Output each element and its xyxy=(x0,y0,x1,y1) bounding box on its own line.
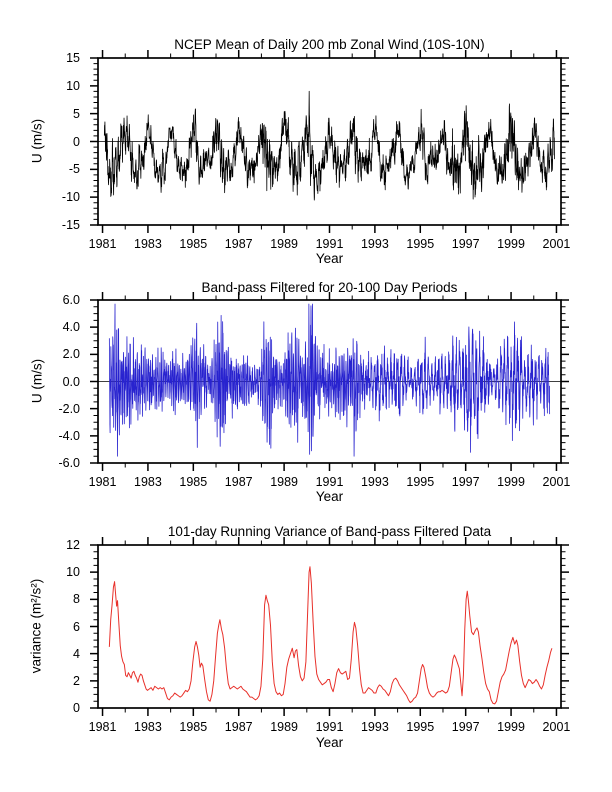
x-tick-label: 1989 xyxy=(270,237,298,251)
x-tick-label: 1991 xyxy=(315,237,344,251)
y-tick-label: -2.0 xyxy=(58,401,80,416)
x-tick-label: 1999 xyxy=(497,475,525,489)
x-axis-label-top: Year xyxy=(315,251,344,266)
y-tick-label: 8 xyxy=(73,592,80,607)
y-tick-label: -5 xyxy=(68,162,80,177)
x-tick-label: 1989 xyxy=(270,475,298,489)
x-tick-label: 1999 xyxy=(497,720,525,734)
y-tick-label: 10 xyxy=(66,78,80,93)
y-tick-label: 4.0 xyxy=(62,320,80,335)
y-tick-label: 5 xyxy=(73,106,80,121)
y-tick-label: 6 xyxy=(73,619,80,634)
x-tick-label: 1997 xyxy=(451,237,480,251)
y-tick-label: -15 xyxy=(61,218,80,232)
x-tick-label: 1983 xyxy=(134,475,162,489)
x-tick-label: 1983 xyxy=(134,720,162,734)
x-tick-label: 1995 xyxy=(406,475,435,489)
chart-title-variance: 101-day Running Variance of Band-pass Filtered Data xyxy=(167,524,492,539)
x-tick-label: 1983 xyxy=(134,237,162,251)
x-tick-label: 1993 xyxy=(360,237,389,251)
y-tick-label: -4.0 xyxy=(58,428,80,443)
x-tick-label: 1995 xyxy=(406,720,435,734)
y-tick-label: 0 xyxy=(73,134,80,149)
x-tick-label: 1987 xyxy=(224,237,253,251)
y-tick-label: 0 xyxy=(73,701,80,715)
x-tick-label: 1985 xyxy=(179,237,208,251)
x-tick-label: 1989 xyxy=(270,720,298,734)
y-tick-label: 2.0 xyxy=(62,347,80,362)
x-tick-label: 1997 xyxy=(451,475,480,489)
y-tick-label: 4 xyxy=(73,646,80,661)
x-tick-label: 1987 xyxy=(224,475,253,489)
x-tick-label: 1991 xyxy=(315,475,344,489)
y-axis-label-bottom: variance (m²/s²) xyxy=(28,578,44,674)
x-tick-label: 1985 xyxy=(179,475,208,489)
chart-title-zonal-wind: NCEP Mean of Daily 200 mb Zonal Wind (10S-10N) xyxy=(174,37,485,52)
x-tick-label: 2001 xyxy=(542,237,571,251)
y-tick-label: 10 xyxy=(66,565,80,580)
x-tick-label: 1997 xyxy=(451,720,480,734)
x-tick-label: 2001 xyxy=(542,720,571,734)
y-tick-label: -10 xyxy=(61,190,80,205)
x-tick-label: 2001 xyxy=(542,475,571,489)
x-tick-label: 1999 xyxy=(497,237,525,251)
y-axis-label-middle: U (m/s) xyxy=(29,358,45,404)
x-tick-label: 1993 xyxy=(360,475,389,489)
x-tick-label: 1995 xyxy=(406,237,435,251)
y-tick-label: 12 xyxy=(66,538,80,552)
y-tick-label: 2 xyxy=(73,673,80,688)
chart-title-bandpass: Band-pass Filtered for 20-100 Day Periods xyxy=(201,280,458,295)
y-tick-label: -6.0 xyxy=(58,456,80,470)
x-tick-label: 1993 xyxy=(360,720,389,734)
x-tick-label: 1987 xyxy=(224,720,253,734)
x-tick-label: 1981 xyxy=(88,720,117,734)
y-tick-label: 6.0 xyxy=(62,293,80,307)
y-tick-label: 15 xyxy=(66,51,80,65)
y-axis-label-top: U (m/s) xyxy=(29,118,45,164)
y-tick-label: 0.0 xyxy=(62,374,80,389)
x-tick-label: 1981 xyxy=(88,237,117,251)
x-axis-label-bottom: Year xyxy=(315,735,344,750)
x-tick-label: 1985 xyxy=(179,720,208,734)
x-axis-label-middle: Year xyxy=(315,489,344,504)
x-tick-label: 1991 xyxy=(315,720,344,734)
x-tick-label: 1981 xyxy=(88,475,117,489)
